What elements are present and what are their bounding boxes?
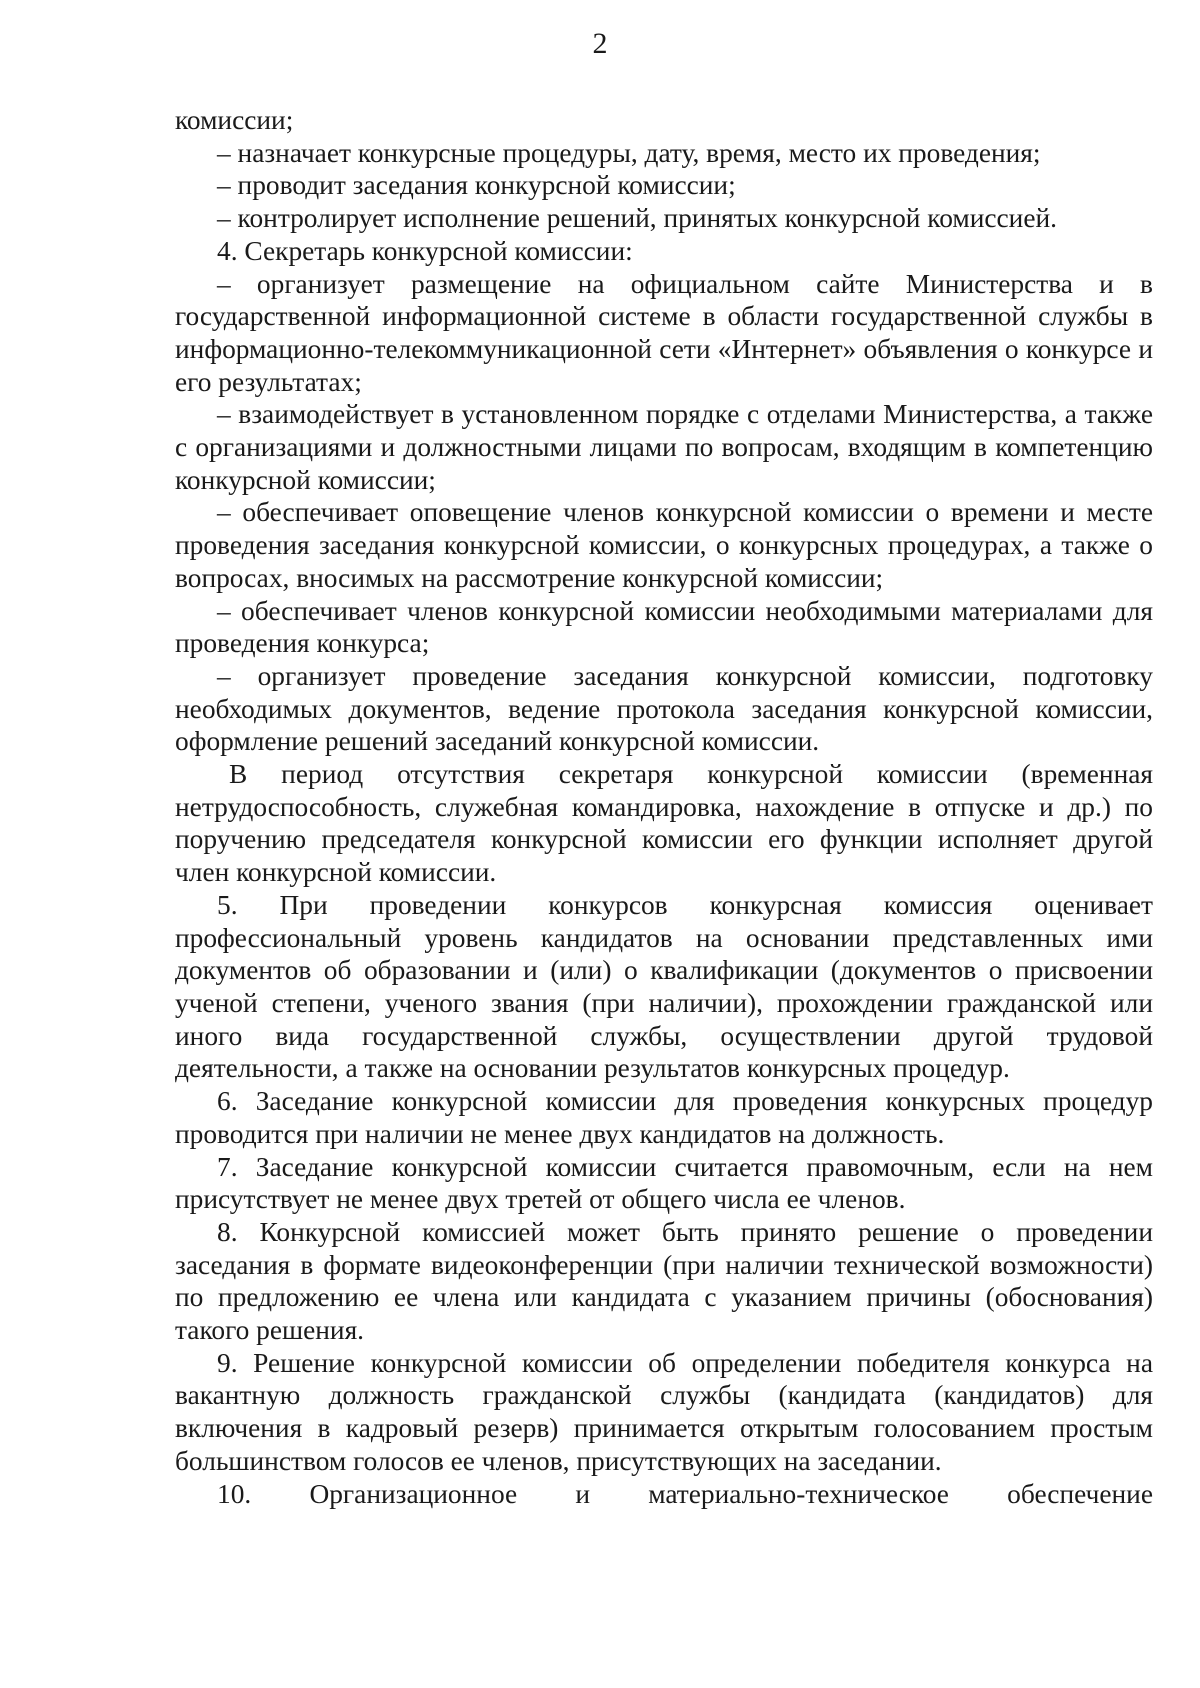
numbered-paragraph: 8. Конкурсной комиссией может быть принято решение о проведении заседания в формате видеоконференции (при наличии технической возможности) по предложению ее члена или кандидата с указанием причины (обоснования) такого решения. [175, 1216, 1153, 1346]
list-item: – назначает конкурсные процедуры, дату, время, место их проведения; [217, 137, 1041, 168]
list-item: – организует размещение на официальном сайте Министерства и в государственной информационной системе в области государственной службы в информационно-телекоммуникационной сети «Интернет» объявления о конкурсе и его результатах; [175, 268, 1153, 397]
list-item: – взаимодействует в установленном порядке с отделами Министерства, а также с организациями и должностными лицами по вопросам, входящим в компетенцию конкурсной комиссии; [175, 399, 1153, 495]
list-item: – обеспечивает оповещение членов конкурсной комиссии о времени и месте проведения заседания конкурсной комиссии, о конкурсных процедурах, а также о вопросах, вносимых на рассмотрение конкурсной комиссии; [175, 497, 1153, 593]
page-number: 2 [592, 27, 608, 60]
numbered-paragraph: 6. Заседание конкурсной комиссии для проведения конкурсных процедур проводится при наличии не менее двух кандидатов на должность. [175, 1086, 1153, 1149]
numbered-paragraph: 5. При проведении конкурсов конкурсная комиссия оценивает профессиональный уровень кандидатов на основании представленных ими документов об образовании и (или) о квалификации (документов о присвоении ученой степени, ученого звания (при наличии), прохождении гражданской или иного вида государственной службы, осуществлении другой трудовой деятельности, а также на основании результатов конкурсных процедур. [175, 889, 1153, 1084]
paragraph: комиссии; [175, 105, 294, 135]
numbered-paragraph: 10. Организационное и материально-техническое обеспечение [217, 1478, 1153, 1509]
document-body [175, 104, 1153, 1510]
list-item: – обеспечивает членов конкурсной комиссии необходимыми материалами для проведения конкурса; [175, 595, 1153, 659]
numbered-paragraph: 7. Заседание конкурсной комиссии считается правомочным, если на нем присутствует не менее двух третей от общего числа ее членов. [175, 1151, 1153, 1215]
list-item: – организует проведение заседания конкурсной комиссии, подготовку необходимых документов, ведение протокола заседания конкурсной комиссии, оформление решений заседаний конкурсной комиссии. [175, 660, 1153, 757]
list-item: – контролирует исполнение решений, принятых конкурсной комиссией. [217, 203, 1057, 234]
numbered-paragraph: 9. Решение конкурсной комиссии об определении победителя конкурса на вакантную должность гражданской службы (кандидата (кандидатов) для включения в кадровый резерв) принимается открытым голосованием простым большинством голосов ее членов, присутствующих на заседании. [175, 1347, 1153, 1476]
numbered-paragraph: 4. Секретарь конкурсной комиссии: [217, 235, 633, 266]
list-item: – проводит заседания конкурсной комиссии; [217, 170, 736, 201]
paragraph: В период отсутствия секретаря конкурсной комиссии (временная нетрудоспособность, служебная командировка, нахождение в отпуске и др.) по поручению председателя конкурсной комиссии его функции исполняет другой член конкурсной комиссии. [175, 759, 1153, 888]
